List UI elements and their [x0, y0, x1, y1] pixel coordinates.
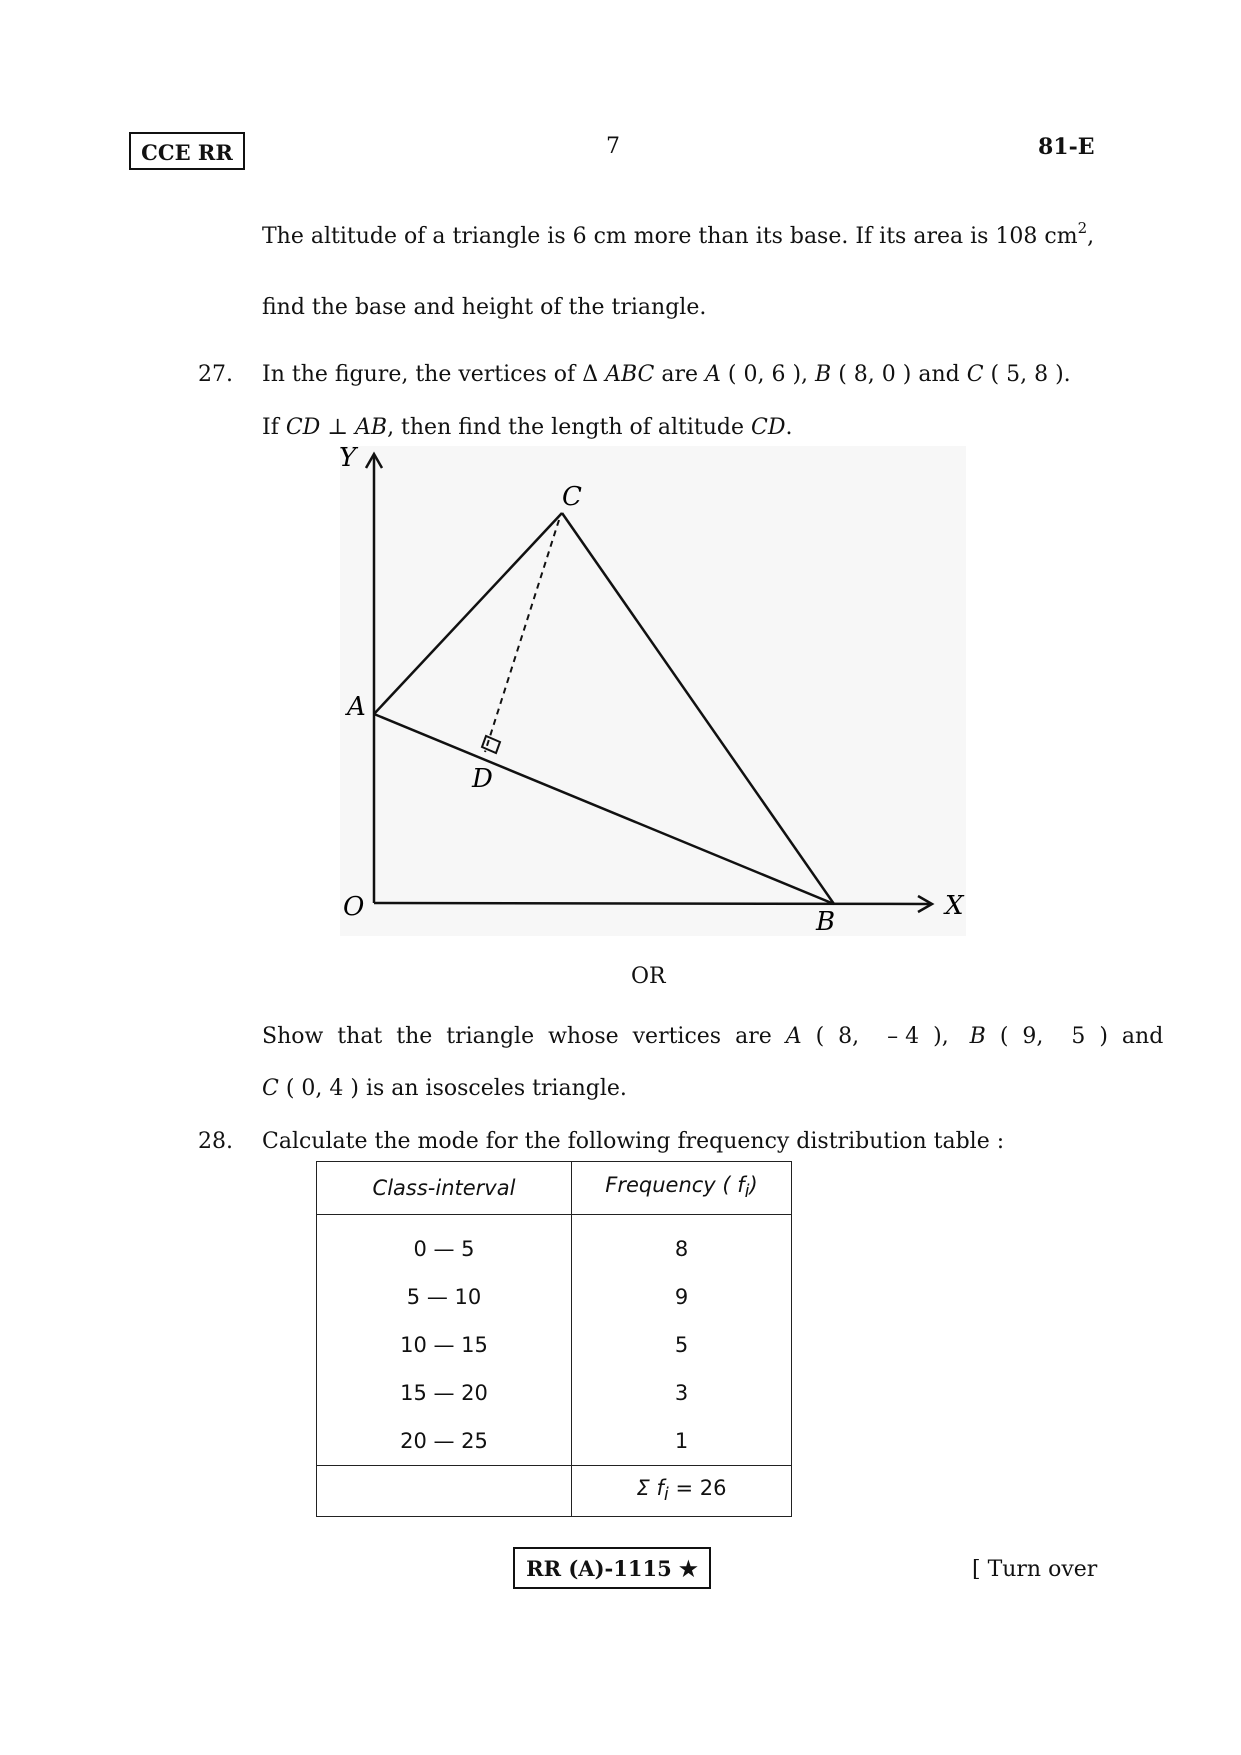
label-y-axis: Y — [339, 443, 357, 473]
q28-prompt: Calculate the mode for the following frequency distribution table : — [262, 1129, 1005, 1154]
q27-or-line1: Show that the triangle whose vertices are A ( 8, – 4 ), B ( 9, 5 ) and — [262, 1024, 1164, 1049]
cell-frequency: 9 — [572, 1273, 792, 1321]
side-cb — [562, 513, 834, 904]
label-point-a: A — [347, 692, 366, 722]
cell-interval: 5 — 10 — [317, 1273, 572, 1321]
cell-interval: 15 — 20 — [317, 1369, 572, 1417]
footer-code-box: RR (A)-1115 ★ — [513, 1547, 711, 1589]
side-ac — [374, 513, 562, 714]
header-class-interval: Class-interval — [317, 1162, 572, 1215]
header-code-box: CCE RR — [129, 132, 245, 170]
question-number-27: 27. — [198, 362, 233, 387]
frequency-table — [316, 1161, 792, 1517]
q27-or-line2: C ( 0, 4 ) is an isosceles triangle. — [262, 1076, 627, 1101]
label-point-c: C — [562, 482, 582, 512]
cell-interval: 10 — 15 — [317, 1321, 572, 1369]
label-point-d: D — [472, 764, 493, 794]
cell-interval: 0 — 5 — [317, 1215, 572, 1274]
label-x-axis: X — [945, 891, 964, 921]
cell-frequency: 1 — [572, 1417, 792, 1466]
page-number: 7 — [606, 134, 620, 159]
table-row — [317, 1417, 792, 1466]
cell-interval: 20 — 25 — [317, 1417, 572, 1466]
table-header-row — [317, 1162, 792, 1215]
q26-or-line2: find the base and height of the triangle. — [262, 295, 707, 320]
table-row — [317, 1369, 792, 1417]
table-row — [317, 1215, 792, 1274]
paper-code: 81-E — [1038, 134, 1095, 160]
table-row — [317, 1321, 792, 1369]
cell-frequency: 3 — [572, 1369, 792, 1417]
label-origin: O — [343, 892, 365, 922]
or-separator: OR — [631, 964, 666, 989]
label-point-b: B — [816, 907, 836, 937]
side-ab — [374, 714, 834, 904]
header-frequency: Frequency ( $f_i$) — [572, 1162, 792, 1215]
q27-line1: In the figure, the vertices of Δ ABC are A ( 0, 6 ), B ( 8, 0 ) and C ( 5, 8 ). — [262, 362, 1071, 387]
cell-total-frequency: Σ $f_i = 26$ — [572, 1466, 792, 1517]
cell-frequency: 8 — [572, 1215, 792, 1274]
table-row — [317, 1273, 792, 1321]
q27-line2: If CD ⊥ AB, then find the length of altitude CD. — [262, 415, 793, 440]
x-axis — [374, 903, 930, 904]
cell-total-empty — [317, 1466, 572, 1517]
cell-frequency: 5 — [572, 1321, 792, 1369]
question-number-28: 28. — [198, 1129, 233, 1154]
table-total-row — [317, 1466, 792, 1517]
q26-or-line1: The altitude of a triangle is 6 cm more than its base. If its area is 108 $cm^2$, — [262, 219, 1095, 249]
turn-over-note: [ Turn over — [972, 1557, 1098, 1582]
